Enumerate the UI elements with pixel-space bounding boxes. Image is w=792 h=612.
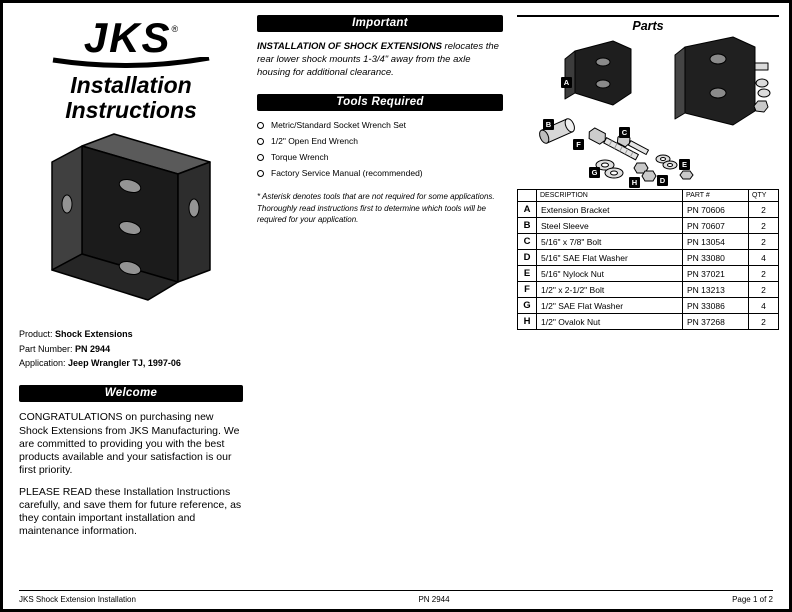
important-note-lead: INSTALLATION OF SHOCK EXTENSIONS <box>257 41 442 52</box>
table-row <box>518 202 779 218</box>
tool-label: Metric/Standard Socket Wrench Set <box>271 120 406 131</box>
part-callout-label: D <box>657 175 668 186</box>
parts-table-header-description: DESCRIPTION <box>537 190 683 202</box>
application-line <box>19 356 243 370</box>
part-number: PN 70606 <box>683 202 749 218</box>
product-value: Shock Extensions <box>55 329 133 340</box>
bullet-circle-icon <box>257 122 264 129</box>
tools-list-item <box>257 152 503 162</box>
tool-label: Torque Wrench <box>271 152 329 163</box>
document-title-line1: Installation <box>70 72 192 98</box>
part-key: C <box>518 234 537 250</box>
footer-document-name: JKS Shock Extension Installation <box>19 595 136 604</box>
welcome-paragraph-2: PLEASE READ these Installation Instructions carefully, and save them for future reference, as they contain important installation and maintenance information. <box>19 486 242 538</box>
parts-diagram <box>517 35 779 187</box>
parts-table <box>517 189 779 330</box>
parts-illustration <box>517 35 779 187</box>
tools-required-section-header: Tools Required <box>257 94 503 111</box>
bullet-circle-icon <box>257 170 264 177</box>
part-qty: 2 <box>749 234 779 250</box>
part-qty: 2 <box>749 282 779 298</box>
part-description: 5/16" SAE Flat Washer <box>537 250 683 266</box>
part-qty: 2 <box>749 266 779 282</box>
part-qty: 2 <box>749 218 779 234</box>
part-qty: 4 <box>749 298 779 314</box>
part-callout-label: H <box>629 177 640 188</box>
part-description: Extension Bracket <box>537 202 683 218</box>
part-callout-label: E <box>679 159 690 170</box>
part-number-value: PN 2944 <box>75 343 111 354</box>
table-row <box>518 218 779 234</box>
bullet-circle-icon <box>257 154 264 161</box>
part-key: B <box>518 218 537 234</box>
part-description: Steel Sleeve <box>537 218 683 234</box>
middle-column <box>257 15 503 225</box>
table-row <box>518 314 779 330</box>
tools-list-item <box>257 136 503 146</box>
jks-logo <box>19 15 243 69</box>
parts-table-header-qty: QTY <box>749 190 779 202</box>
tools-list <box>257 120 503 178</box>
parts-table-header-part-number: PART # <box>683 190 749 202</box>
part-callout-label: B <box>543 119 554 130</box>
part-callout-label: A <box>561 77 572 88</box>
tools-list-item <box>257 168 503 178</box>
product-info <box>19 327 243 370</box>
tool-label: 1/2" Open End Wrench <box>271 136 358 147</box>
part-key: F <box>518 282 537 298</box>
document-title <box>19 73 243 122</box>
welcome-section-header: Welcome <box>19 385 243 402</box>
part-number: PN 37021 <box>683 266 749 282</box>
part-key: D <box>518 250 537 266</box>
part-key: G <box>518 298 537 314</box>
parts-section-header: Parts <box>517 15 779 33</box>
part-number-line <box>19 342 243 356</box>
part-number: PN 13213 <box>683 282 749 298</box>
product-label: Product: <box>19 329 53 340</box>
part-key: A <box>518 202 537 218</box>
jks-logo-text: JKS <box>83 14 172 61</box>
table-row <box>518 298 779 314</box>
footer-page-number: Page 1 of 2 <box>732 595 773 604</box>
important-section-header: Important <box>257 15 503 32</box>
table-row <box>518 266 779 282</box>
part-number: PN 13054 <box>683 234 749 250</box>
part-number: PN 37268 <box>683 314 749 330</box>
part-description: 5/16" x 7/8" Bolt <box>537 234 683 250</box>
right-column <box>517 15 779 330</box>
part-description: 5/16" Nylock Nut <box>537 266 683 282</box>
table-row <box>518 234 779 250</box>
welcome-paragraph-1: CONGRATULATIONS on purchasing new Shock Extensions from JKS Manufacturing. We are committed to providing you with the best products available and your satisfaction is our first priority. <box>19 411 240 476</box>
shock-extension-bracket-illustration <box>19 130 243 319</box>
bullet-circle-icon <box>257 138 264 145</box>
part-qty: 4 <box>749 250 779 266</box>
part-description: 1/2" Ovalok Nut <box>537 314 683 330</box>
part-number: PN 70607 <box>683 218 749 234</box>
table-row <box>518 282 779 298</box>
part-key: E <box>518 266 537 282</box>
left-column <box>19 15 243 539</box>
page-footer <box>19 590 773 604</box>
parts-table-header-key <box>518 190 537 202</box>
part-qty: 2 <box>749 314 779 330</box>
part-description: 1/2" x 2-1/2" Bolt <box>537 282 683 298</box>
part-key: H <box>518 314 537 330</box>
footer-part-number: PN 2944 <box>418 595 450 604</box>
part-qty: 2 <box>749 202 779 218</box>
important-note <box>257 40 503 79</box>
application-value: Jeep Wrangler TJ, 1997-06 <box>68 358 181 368</box>
document-title-line2: Instructions <box>65 96 197 123</box>
part-description: 1/2" SAE Flat Washer <box>537 298 683 314</box>
part-number-label: Part Number: <box>19 343 73 354</box>
product-line <box>19 327 243 341</box>
part-number: PN 33086 <box>683 298 749 314</box>
important-note-body: relocates the rear lower shock mounts 1-3/4" away from the axle housing for additional clearance. <box>257 41 499 79</box>
registered-trademark-icon: ® <box>171 24 179 34</box>
part-callout-label: G <box>589 167 600 178</box>
table-row <box>518 250 779 266</box>
part-callout-label: F <box>573 139 584 150</box>
part-callout-label: C <box>619 127 630 138</box>
tools-list-item <box>257 120 503 130</box>
tools-asterisk-note: * Asterisk denotes tools that are not required for some applications. Thoroughly read instructions first to determine which tools will be required for your application. <box>257 192 495 225</box>
application-label: Application: <box>19 358 66 368</box>
parts-table-header-row <box>518 190 779 202</box>
part-number: PN 33080 <box>683 250 749 266</box>
tool-label: Factory Service Manual (recommended) <box>271 168 423 179</box>
